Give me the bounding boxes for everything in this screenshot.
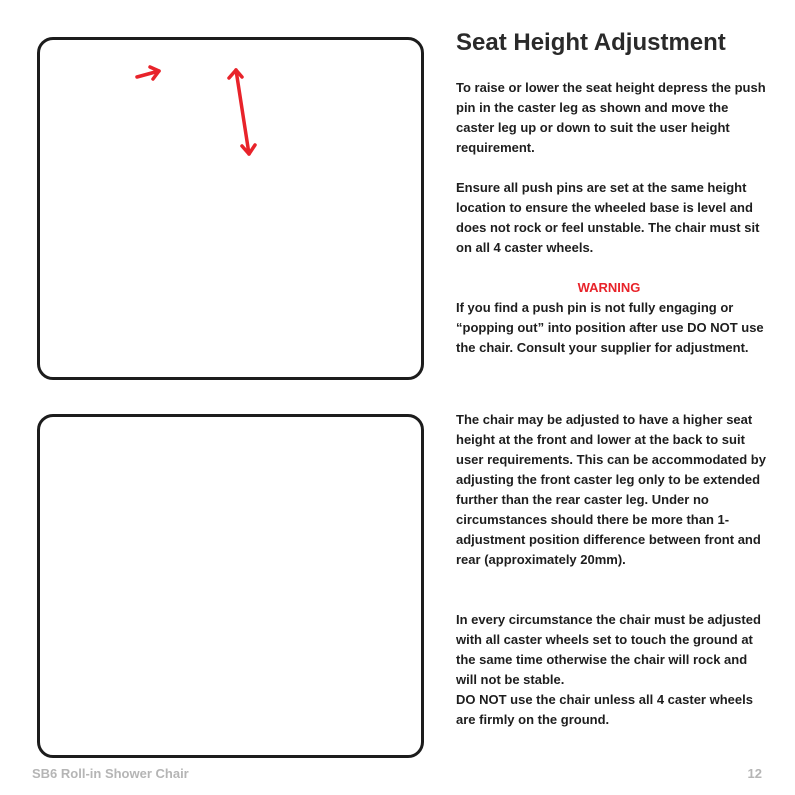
instruction-paragraph-all-casters — [456, 610, 768, 730]
instruction-paragraph-push-pins: Ensure all push pins are set at the same height location to ensure the wheeled base is level and does not rock or feel unstable. The chair must sit on all 4 caster wheels. — [456, 180, 760, 255]
up-down-arrow-icon — [229, 70, 255, 154]
instruction-paragraph-front-back: The chair may be adjusted to have a higher seat height at the front and lower at the back to suit user requirements. This can be accommodated by adjusting the front caster leg only to be extended further than the rear caster leg. Under no circumstances should there be more than 1-adjustment position difference between front and rear (approximately 20mm). — [456, 412, 766, 567]
footer-page-number: 12 — [747, 766, 762, 781]
instruction-paragraph-raise-lower: To raise or lower the seat height depress the push pin in the caster leg as shown and move the caster leg up or down to suit the user height requirement. — [456, 80, 766, 155]
instruction-text-all-casters: In every circumstance the chair must be adjusted with all caster wheels set to touch the ground at the same time otherwise the chair will rock and will not be stable. — [456, 612, 761, 687]
footer-document-title: SB6 Roll-in Shower Chair — [32, 766, 189, 781]
image-frame-bottom — [37, 414, 424, 758]
warning-paragraph: If you find a push pin is not fully engaging or “popping out” into position after use DO NOT use the chair. Consult your supplier for adjustment. — [456, 300, 764, 355]
annotation-arrows — [0, 0, 300, 180]
push-pin-arrow-icon — [137, 67, 159, 79]
page-title: Seat Height Adjustment — [456, 29, 726, 56]
warning-label: WARNING — [577, 280, 641, 295]
instruction-text-do-not-use: DO NOT use the chair unless all 4 caster wheels are firmly on the ground. — [456, 692, 753, 727]
